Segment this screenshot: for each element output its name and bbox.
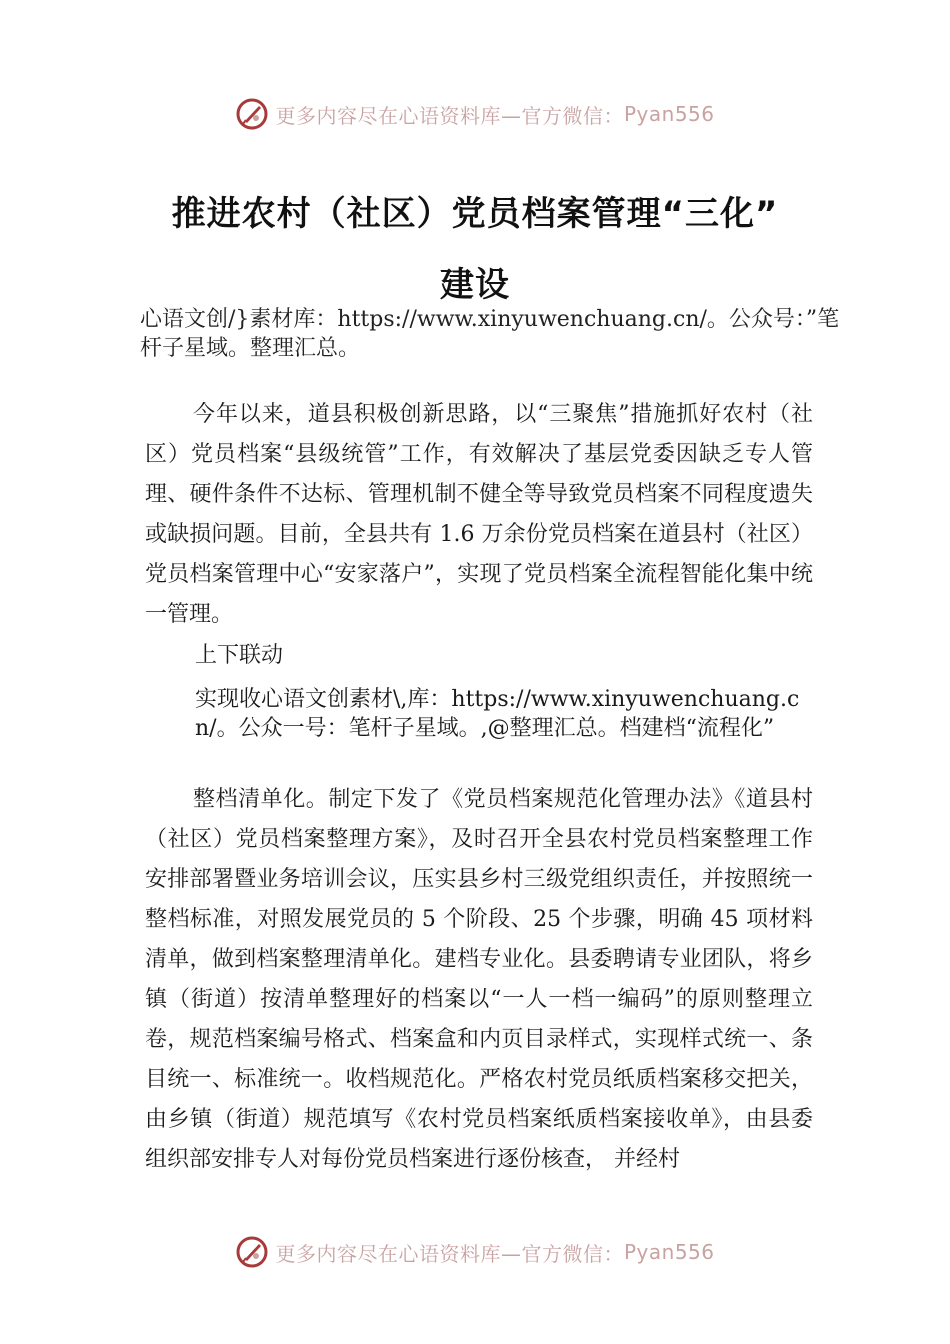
footer-banner bbox=[0, 1232, 950, 1272]
banner-text: 更多内容尽在心语资料库—官方微信： bbox=[275, 1241, 624, 1266]
wechat-id: Pyan556 bbox=[623, 1240, 715, 1264]
document-title-line1: 推进农村（社区）党员档案管理“三化” bbox=[171, 194, 779, 234]
quill-seal-icon bbox=[235, 97, 269, 131]
document-title-line2: 建设 bbox=[440, 265, 510, 305]
paragraph-archiving: 整档清单化。制定下发了《党员档案规范化管理办法》《道县村（社区）党员档案整理方案》，及时召开全县农村党员档案整理工作安排部署暨业务培训会议，压实县乡村三级党组织责任，并按照统一整档标准，对照发展党员的 5 个阶段、25 个步骤，明确 45 项材料清单，做到档案整理清单化。建档专业化。县委聘请专业团队，将乡镇（街道）按清单整理好的档案以“一人一档一编码”的原则整理立卷，规范档案编号格式、档案盒和内页目录样式，实现样式统一、条目统一、标准统一。收档规范化。严格农村党员纸质档案移交把关，由乡镇（街道）规范填写《农村党员档案纸质档案接收单》，由县委组织部安排专人对每份党员档案进行逐份核查， 并经村 bbox=[145, 787, 813, 1172]
banner-text: 更多内容尽在心语资料库—官方微信： bbox=[275, 103, 624, 128]
subheading-process: 实现收心语文创素材\,库：https://www.xinyuwenchuang.cn/。公众一号：笔杆子星域。,@整理汇总。档建档“流程化” bbox=[195, 687, 800, 741]
paragraph-intro: 今年以来，道县积极创新思路，以“三聚焦”措施抓好农村（社区）党员档案“县级统管”工作，有效解决了基层党委因缺乏专人管理、硬件条件不达标、管理机制不健全等导致党员档案不同程度遗失或缺损问题。目前，全县共有 1.6 万余份党员档案在道县村（社区）党员档案管理中心“安家落户”，实现了党员档案全流程智能化集中统一管理。 bbox=[145, 402, 813, 627]
quill-seal-icon bbox=[235, 1235, 269, 1269]
header-banner bbox=[0, 94, 950, 134]
source-note: 心语文创/}素材库：https://www.xinyuwenchuang.cn/。公众号：”笔杆子星域。整理汇总。 bbox=[140, 307, 840, 361]
subheading-linkage: 上下联动 bbox=[195, 643, 284, 668]
wechat-id: Pyan556 bbox=[623, 102, 715, 126]
